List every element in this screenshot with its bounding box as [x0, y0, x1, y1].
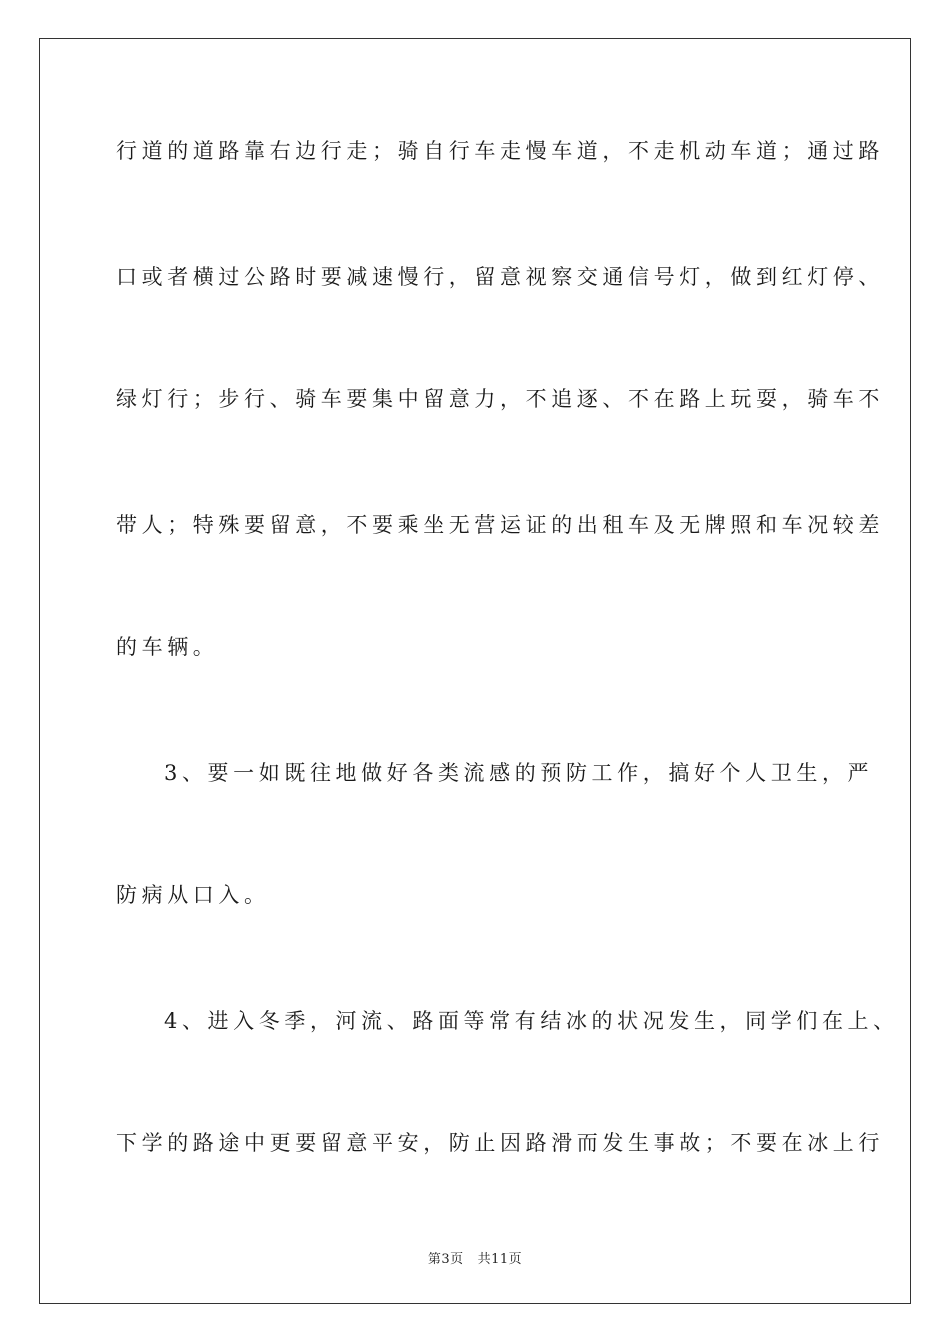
numbered-paragraph-start: 3、要一如既往地做好各类流感的预防工作，搞好个人卫生，严	[164, 761, 874, 785]
page-footer	[0, 1248, 950, 1267]
page-total: 共11页	[477, 1252, 523, 1267]
page-border	[39, 38, 911, 1304]
body-text-line: 行道的道路靠右边行走；骑自行车走慢车道，不走机动车道；通过路	[116, 139, 884, 163]
page-number: 第3页	[427, 1252, 464, 1267]
body-text-line: 口或者横过公路时要减速慢行，留意视察交通信号灯，做到红灯停、	[116, 265, 884, 289]
body-text-line: 的车辆。	[116, 635, 219, 659]
body-text-line: 下学的路途中更要留意平安，防止因路滑而发生事故；不要在冰上行	[116, 1131, 884, 1155]
numbered-paragraph-start: 4、进入冬季，河流、路面等常有结冰的状况发生，同学们在上、	[164, 1009, 899, 1033]
body-text-line: 防病从口入。	[116, 883, 270, 907]
body-text-line: 带人；特殊要留意，不要乘坐无营运证的出租车及无牌照和车况较差	[116, 513, 884, 537]
body-text-line: 绿灯行；步行、骑车要集中留意力，不追逐、不在路上玩耍，骑车不	[116, 387, 884, 411]
